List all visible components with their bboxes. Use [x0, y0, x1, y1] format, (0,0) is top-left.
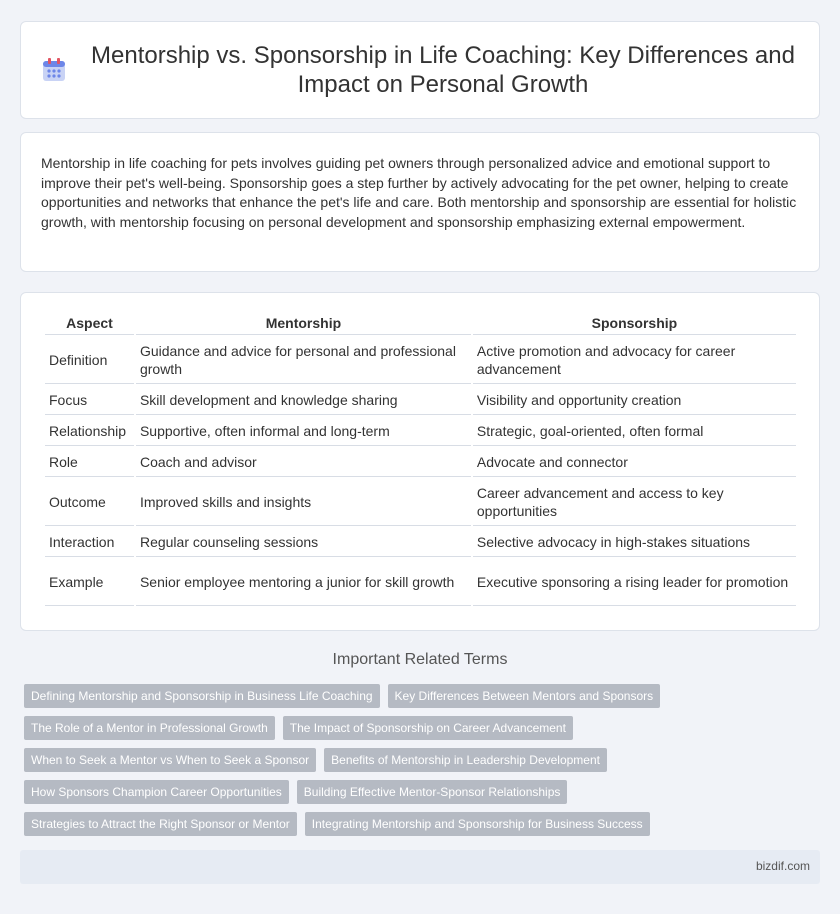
related-terms-list [24, 684, 824, 844]
table-cell-mentorship: Regular counseling sessions [136, 528, 471, 557]
footer-site-link[interactable]: bizdif.com [755, 859, 810, 873]
intro-paragraph: Mentorship in life coaching for pets involves guiding pet owners through personalized advice and emotional support to improve their pet's well-being. Sponsorship goes a step further by actively advocating for the pet owner, helping to create opportunities and networks that enhance the pet's life and care. Both mentorship and sponsorship are essential for holistic growth, with mentorship focusing on personal development and sponsorship emphasizing external empowerment. [41, 155, 797, 230]
related-terms-title: Important Related Terms [332, 651, 508, 668]
comparison-table-card [20, 292, 820, 631]
table-cell-aspect: Relationship [45, 417, 134, 446]
footer [20, 850, 820, 884]
table-cell-mentorship: Supportive, often informal and long-term [136, 417, 471, 446]
related-term-tag[interactable]: When to Seek a Mentor vs When to Seek a Sponsor [24, 748, 316, 772]
table-row [45, 559, 796, 606]
table-row [45, 337, 796, 384]
table-cell-mentorship: Skill development and knowledge sharing [136, 386, 471, 415]
table-cell-aspect: Outcome [45, 479, 134, 526]
intro-card [20, 132, 820, 272]
table-cell-aspect: Interaction [45, 528, 134, 557]
related-term-tag[interactable]: The Impact of Sponsorship on Career Advancement [283, 716, 573, 740]
related-term-tag[interactable]: The Role of a Mentor in Professional Growth [24, 716, 275, 740]
table-header-row [45, 309, 796, 335]
related-term-tag[interactable]: Key Differences Between Mentors and Sponsors [388, 684, 661, 708]
table-cell-mentorship: Guidance and advice for personal and professional growth [136, 337, 471, 384]
header-aspect: Aspect [45, 309, 134, 335]
comparison-table [43, 307, 798, 608]
related-term-tag[interactable]: How Sponsors Champion Career Opportunities [24, 780, 289, 804]
related-term-tag[interactable]: Strategies to Attract the Right Sponsor or Mentor [24, 812, 297, 836]
table-cell-sponsorship: Visibility and opportunity creation [473, 386, 796, 415]
table-row [45, 417, 796, 446]
table-cell-aspect: Focus [45, 386, 134, 415]
table-cell-sponsorship: Career advancement and access to key opportunities [473, 479, 796, 526]
related-term-tag[interactable]: Building Effective Mentor-Sponsor Relationships [297, 780, 568, 804]
table-cell-aspect: Definition [45, 337, 134, 384]
table-cell-sponsorship: Executive sponsoring a rising leader for promotion [473, 559, 796, 606]
calendar-icon [41, 57, 67, 83]
table-row [45, 479, 796, 526]
table-cell-mentorship: Coach and advisor [136, 448, 471, 477]
table-cell-aspect: Example [45, 559, 134, 606]
table-cell-mentorship: Senior employee mentoring a junior for skill growth [136, 559, 471, 606]
table-cell-mentorship: Improved skills and insights [136, 479, 471, 526]
header-sponsorship: Sponsorship [473, 309, 796, 335]
table-row [45, 386, 796, 415]
table-cell-sponsorship: Advocate and connector [473, 448, 796, 477]
table-cell-sponsorship: Active promotion and advocacy for career advancement [473, 337, 796, 384]
related-term-tag[interactable]: Benefits of Mentorship in Leadership Development [324, 748, 607, 772]
table-row [45, 448, 796, 477]
table-cell-aspect: Role [45, 448, 134, 477]
table-cell-sponsorship: Selective advocacy in high-stakes situations [473, 528, 796, 557]
header-card [20, 21, 820, 119]
table-cell-sponsorship: Strategic, goal-oriented, often formal [473, 417, 796, 446]
related-term-tag[interactable]: Defining Mentorship and Sponsorship in Business Life Coaching [24, 684, 380, 708]
page-title: Mentorship vs. Sponsorship in Life Coaching: Key Differences and Impact on Personal Growth [91, 42, 795, 98]
header-mentorship: Mentorship [136, 309, 471, 335]
related-term-tag[interactable]: Integrating Mentorship and Sponsorship for Business Success [305, 812, 650, 836]
table-row [45, 528, 796, 557]
